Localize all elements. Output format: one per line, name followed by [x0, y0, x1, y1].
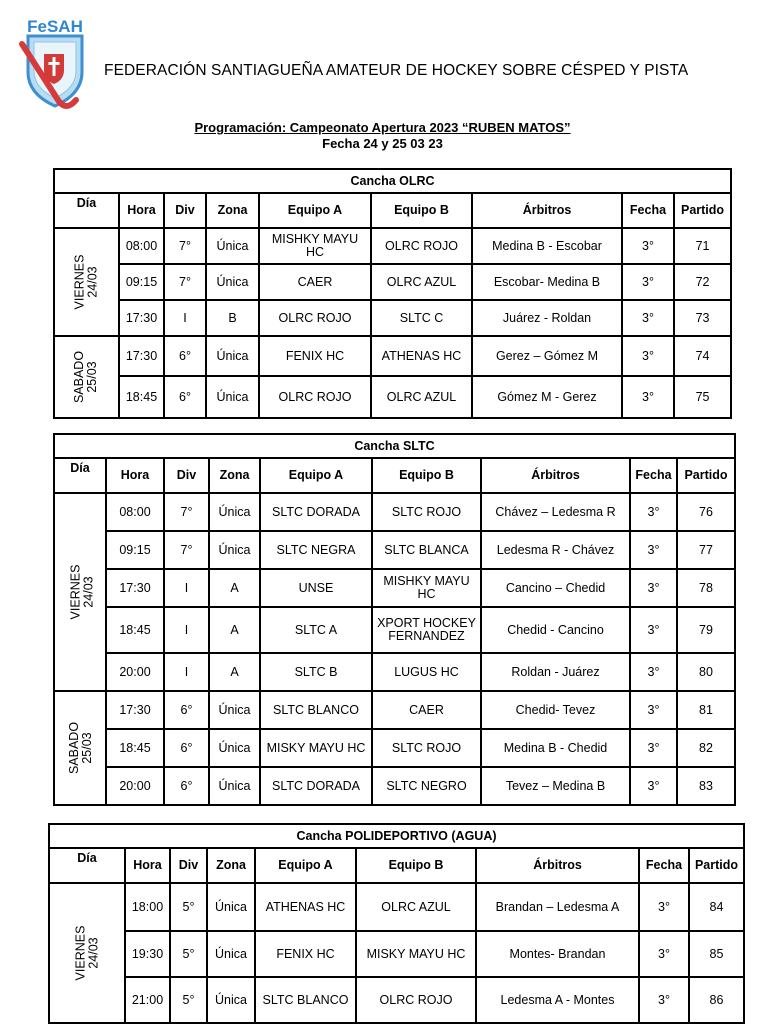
cell-partido: 72: [674, 264, 731, 300]
cell-hora: 09:15: [106, 531, 164, 569]
cell-arbitros: Juárez - Roldan: [472, 300, 622, 336]
cell-hora: 18:45: [119, 376, 164, 418]
column-header-row: [54, 458, 735, 493]
cell-equipo-a: MISKY MAYU HC: [260, 729, 372, 767]
day-date: 25/03: [85, 361, 100, 393]
col-header-div: Div: [170, 848, 207, 883]
col-header-partido: Partido: [689, 848, 744, 883]
cell-equipo-a: SLTC B: [260, 653, 372, 691]
col-header-div: Div: [164, 458, 209, 493]
table-row: [54, 691, 735, 729]
cell-arbitros: Chedid - Cancino: [481, 607, 630, 653]
cell-equipo-b: SLTC BLANCA: [372, 531, 481, 569]
cell-arbitros: Tevez – Medina B: [481, 767, 630, 805]
day-label: [68, 722, 94, 774]
day-cell: [54, 336, 119, 418]
table-row: [54, 729, 735, 767]
cancha-title: Cancha SLTC: [54, 434, 735, 458]
cell-zona: Única: [206, 228, 259, 264]
cell-equipo-a: SLTC DORADA: [260, 493, 372, 531]
col-header-fecha: Fecha: [639, 848, 689, 883]
table-row: [54, 376, 731, 418]
cell-equipo-b: CAER: [372, 691, 481, 729]
cell-div: I: [164, 300, 206, 336]
cell-fecha: 3°: [639, 883, 689, 931]
col-header-hora: Hora: [106, 458, 164, 493]
cell-equipo-a: SLTC NEGRA: [260, 531, 372, 569]
cell-div: 6°: [164, 691, 209, 729]
cell-div: 7°: [164, 531, 209, 569]
cell-div: 5°: [170, 931, 207, 977]
cell-partido: 71: [674, 228, 731, 264]
table-row: [54, 653, 735, 691]
cell-arbitros: Brandan – Ledesma A: [476, 883, 639, 931]
cell-fecha: 3°: [630, 767, 677, 805]
cell-equipo-a: FENIX HC: [255, 931, 356, 977]
cell-fecha: 3°: [622, 300, 674, 336]
cell-div: 5°: [170, 977, 207, 1023]
cell-partido: 84: [689, 883, 744, 931]
cancha-row: [49, 824, 744, 848]
cell-arbitros: Escobar- Medina B: [472, 264, 622, 300]
col-header-equipo-b: Equipo B: [356, 848, 476, 883]
day-name: SABADO: [72, 350, 87, 404]
cell-hora: 08:00: [106, 493, 164, 531]
federation-name: FEDERACIÓN SANTIAGUEÑA AMATEUR DE HOCKEY SOBRE CÉSPED Y PISTA: [104, 62, 689, 79]
cell-div: I: [164, 653, 209, 691]
day-cell: [54, 493, 106, 691]
cell-equipo-b: SLTC NEGRO: [372, 767, 481, 805]
table-row: [54, 607, 735, 653]
day-cell: [54, 228, 119, 336]
col-header-arbitros: Árbitros: [476, 848, 639, 883]
cell-fecha: 3°: [622, 336, 674, 376]
day-cell: [49, 883, 125, 1023]
cancha-title: Cancha OLRC: [54, 169, 731, 193]
cell-div: 5°: [170, 883, 207, 931]
schedule-table: [53, 168, 732, 419]
day-label: [73, 255, 99, 310]
cell-arbitros: Chedid- Tevez: [481, 691, 630, 729]
cell-equipo-b: MISHKY MAYU HC: [372, 569, 481, 607]
cell-div: 6°: [164, 376, 206, 418]
col-header-div: Div: [164, 193, 206, 228]
cell-fecha: 3°: [630, 607, 677, 653]
cell-fecha: 3°: [622, 376, 674, 418]
cancha-row: [54, 169, 731, 193]
column-header-row: [54, 193, 731, 228]
day-date: 25/03: [80, 732, 95, 764]
col-header-partido: Partido: [674, 193, 731, 228]
cell-partido: 83: [677, 767, 735, 805]
cell-equipo-b: OLRC AZUL: [371, 376, 472, 418]
day-cell: [54, 691, 106, 805]
cell-partido: 80: [677, 653, 735, 691]
cell-equipo-a: FENIX HC: [259, 336, 371, 376]
col-header-dia: Día: [49, 848, 125, 883]
col-header-arbitros: Árbitros: [481, 458, 630, 493]
cell-hora: 17:30: [106, 569, 164, 607]
col-header-partido: Partido: [677, 458, 735, 493]
table-row: [54, 264, 731, 300]
cell-equipo-a: OLRC ROJO: [259, 300, 371, 336]
cell-partido: 77: [677, 531, 735, 569]
cell-equipo-b: OLRC ROJO: [356, 977, 476, 1023]
cell-equipo-a: SLTC BLANCO: [260, 691, 372, 729]
cell-partido: 85: [689, 931, 744, 977]
cell-zona: Única: [209, 493, 260, 531]
cancha-row: [54, 434, 735, 458]
cell-div: I: [164, 569, 209, 607]
cell-zona: A: [209, 607, 260, 653]
day-label: [69, 565, 95, 620]
col-header-dia: Día: [54, 458, 106, 493]
cell-equipo-a: CAER: [259, 264, 371, 300]
col-header-zona: Zona: [209, 458, 260, 493]
day-date: 24/03: [85, 266, 100, 298]
cell-equipo-b: OLRC AZUL: [371, 264, 472, 300]
cell-equipo-b: XPORT HOCKEY FERNANDEZ: [372, 607, 481, 653]
cell-equipo-b: OLRC AZUL: [356, 883, 476, 931]
cell-arbitros: Gómez M - Gerez: [472, 376, 622, 418]
cell-arbitros: Medina B - Escobar: [472, 228, 622, 264]
col-header-equipo-a: Equipo A: [260, 458, 372, 493]
col-header-equipo-b: Equipo B: [372, 458, 481, 493]
cell-equipo-b: MISKY MAYU HC: [356, 931, 476, 977]
table-row: [49, 931, 744, 977]
programacion-title: Programación: Campeonato Apertura 2023 “RUBEN MATOS”: [194, 120, 571, 135]
svg-text:FeSAH: FeSAH: [27, 17, 83, 36]
cell-arbitros: Medina B - Chedid: [481, 729, 630, 767]
cell-zona: Única: [207, 883, 255, 931]
table-row: [54, 767, 735, 805]
cell-zona: Única: [209, 767, 260, 805]
cell-zona: Única: [206, 264, 259, 300]
table-row: [54, 531, 735, 569]
cell-div: 6°: [164, 767, 209, 805]
cell-equipo-b: ATHENAS HC: [371, 336, 472, 376]
cell-hora: 09:15: [119, 264, 164, 300]
cell-div: 7°: [164, 228, 206, 264]
cell-partido: 75: [674, 376, 731, 418]
cell-partido: 81: [677, 691, 735, 729]
cell-hora: 08:00: [119, 228, 164, 264]
table-row: [49, 883, 744, 931]
cell-partido: 78: [677, 569, 735, 607]
cell-partido: 74: [674, 336, 731, 376]
cell-equipo-a: OLRC ROJO: [259, 376, 371, 418]
cell-zona: Única: [209, 729, 260, 767]
day-name: VIERNES: [72, 254, 87, 310]
cell-partido: 86: [689, 977, 744, 1023]
cell-zona: Única: [209, 531, 260, 569]
cell-equipo-b: SLTC C: [371, 300, 472, 336]
col-header-hora: Hora: [119, 193, 164, 228]
cell-arbitros: Ledesma R - Chávez: [481, 531, 630, 569]
cell-equipo-a: ATHENAS HC: [255, 883, 356, 931]
col-header-dia: Día: [54, 193, 119, 228]
cell-fecha: 3°: [630, 729, 677, 767]
cell-zona: Única: [206, 376, 259, 418]
col-header-fecha: Fecha: [630, 458, 677, 493]
cell-zona: Única: [207, 977, 255, 1023]
day-name: VIERNES: [68, 564, 83, 620]
cell-equipo-b: OLRC ROJO: [371, 228, 472, 264]
table-row: [54, 300, 731, 336]
cell-fecha: 3°: [630, 531, 677, 569]
cell-hora: 18:45: [106, 729, 164, 767]
day-label: [74, 926, 100, 981]
programacion-date: Fecha 24 y 25 03 23: [322, 136, 443, 151]
table-row: [54, 336, 731, 376]
cell-arbitros: Gerez – Gómez M: [472, 336, 622, 376]
programacion-heading: [0, 120, 765, 152]
day-name: SABADO: [67, 721, 82, 775]
col-header-fecha: Fecha: [622, 193, 674, 228]
cell-partido: 79: [677, 607, 735, 653]
cell-partido: 82: [677, 729, 735, 767]
day-date: 24/03: [85, 937, 100, 969]
cell-div: 7°: [164, 264, 206, 300]
cell-arbitros: Montes- Brandan: [476, 931, 639, 977]
day-name: VIERNES: [72, 925, 87, 981]
cell-equipo-a: SLTC DORADA: [260, 767, 372, 805]
cell-hora: 18:00: [125, 883, 170, 931]
schedule-table: [53, 433, 736, 806]
col-header-equipo-b: Equipo B: [371, 193, 472, 228]
cell-equipo-a: MISHKY MAYU HC: [259, 228, 371, 264]
cell-hora: 17:30: [119, 300, 164, 336]
cell-div: I: [164, 607, 209, 653]
col-header-arbitros: Árbitros: [472, 193, 622, 228]
cell-fecha: 3°: [630, 691, 677, 729]
cell-hora: 17:30: [106, 691, 164, 729]
cell-partido: 76: [677, 493, 735, 531]
cell-zona: Única: [206, 336, 259, 376]
cell-div: 6°: [164, 336, 206, 376]
table-row: [54, 493, 735, 531]
cell-equipo-a: SLTC A: [260, 607, 372, 653]
cell-hora: 18:45: [106, 607, 164, 653]
cell-arbitros: Chávez – Ledesma R: [481, 493, 630, 531]
cell-hora: 19:30: [125, 931, 170, 977]
cell-fecha: 3°: [622, 228, 674, 264]
col-header-equipo-a: Equipo A: [259, 193, 371, 228]
cell-zona: Única: [207, 931, 255, 977]
schedule-table: [48, 823, 745, 1024]
cell-fecha: 3°: [639, 977, 689, 1023]
table-row: [54, 569, 735, 607]
cell-fecha: 3°: [639, 931, 689, 977]
table-row: [54, 228, 731, 264]
cell-zona: A: [209, 569, 260, 607]
cell-fecha: 3°: [630, 569, 677, 607]
cell-zona: B: [206, 300, 259, 336]
table-row: [49, 977, 744, 1023]
cell-partido: 73: [674, 300, 731, 336]
page-header: [0, 0, 765, 110]
col-header-hora: Hora: [125, 848, 170, 883]
cell-hora: 20:00: [106, 653, 164, 691]
cell-fecha: 3°: [622, 264, 674, 300]
cell-equipo-a: UNSE: [260, 569, 372, 607]
cell-arbitros: Ledesma A - Montes: [476, 977, 639, 1023]
cell-arbitros: Roldan - Juárez: [481, 653, 630, 691]
day-label: [73, 351, 99, 403]
cell-hora: 21:00: [125, 977, 170, 1023]
day-date: 24/03: [81, 576, 96, 608]
cell-equipo-a: SLTC BLANCO: [255, 977, 356, 1023]
column-header-row: [49, 848, 744, 883]
cell-fecha: 3°: [630, 493, 677, 531]
cell-equipo-b: SLTC ROJO: [372, 729, 481, 767]
cell-hora: 17:30: [119, 336, 164, 376]
col-header-equipo-a: Equipo A: [255, 848, 356, 883]
cell-equipo-b: SLTC ROJO: [372, 493, 481, 531]
cell-div: 7°: [164, 493, 209, 531]
cell-zona: Única: [209, 691, 260, 729]
cell-fecha: 3°: [630, 653, 677, 691]
cell-zona: A: [209, 653, 260, 691]
cell-div: 6°: [164, 729, 209, 767]
col-header-zona: Zona: [207, 848, 255, 883]
cell-hora: 20:00: [106, 767, 164, 805]
cell-arbitros: Cancino – Chedid: [481, 569, 630, 607]
cell-equipo-b: LUGUS HC: [372, 653, 481, 691]
fesah-logo-icon: [14, 14, 96, 110]
cancha-title: Cancha POLIDEPORTIVO (AGUA): [49, 824, 744, 848]
col-header-zona: Zona: [206, 193, 259, 228]
